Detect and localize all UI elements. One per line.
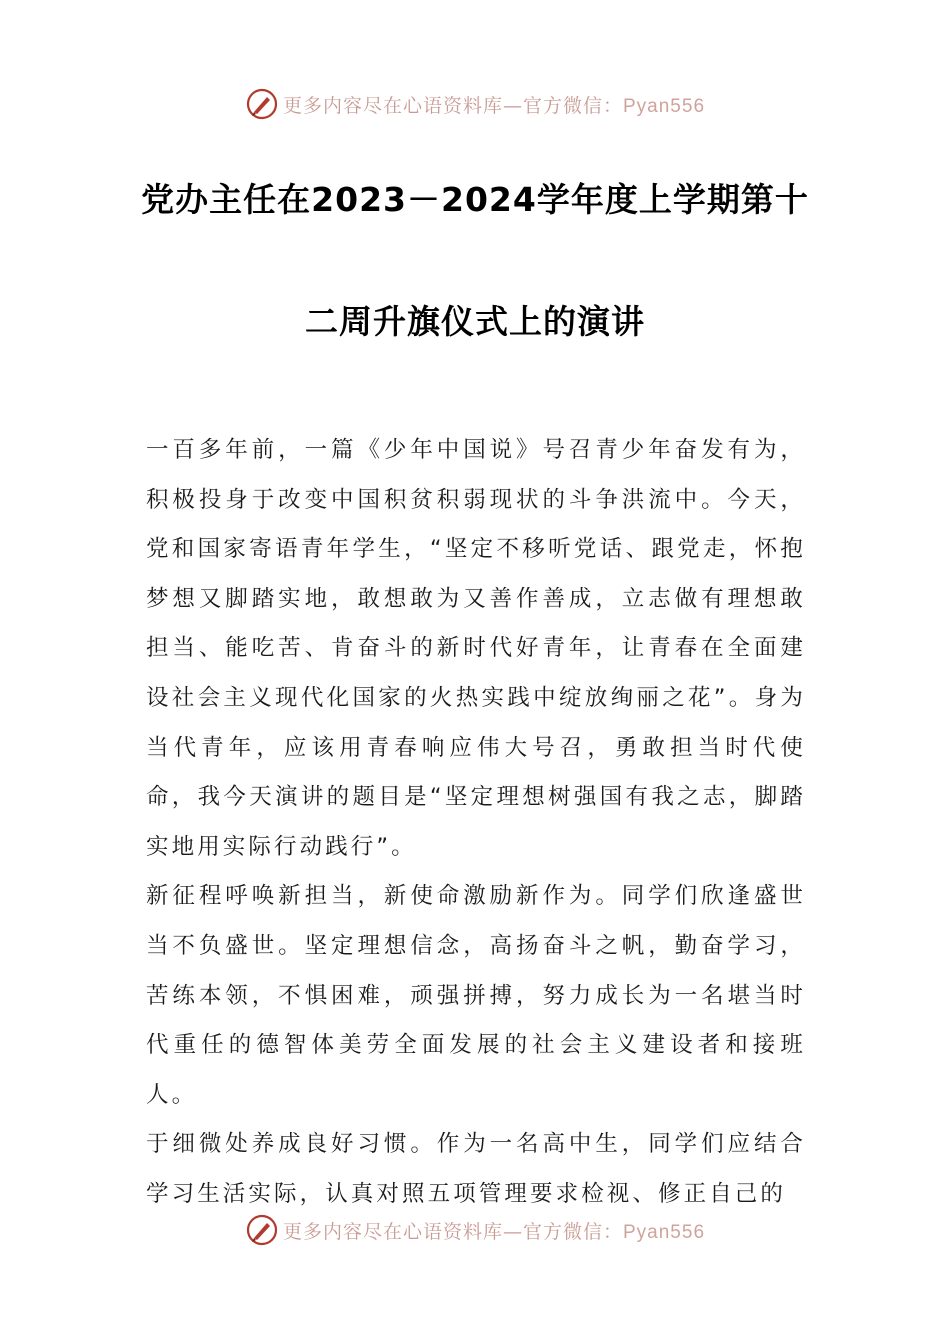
watermark-text <box>283 1217 705 1244</box>
watermark-header <box>0 82 950 126</box>
pen-logo-icon <box>245 87 279 121</box>
watermark-wechat-id: Pyan556 <box>623 95 706 117</box>
watermark-site: 更多内容尽在心语资料库 <box>282 94 503 117</box>
watermark-text <box>283 91 705 118</box>
watermark-separator: — <box>502 1220 523 1243</box>
watermark-wechat-label: 官方微信： <box>522 94 623 117</box>
document-title-line2: 二周升旗仪式上的演讲 <box>305 302 645 341</box>
paragraph-1: 一百多年前，一篇《少年中国说》号召青少年奋发有为，积极投身于改变中国积贫积弱现状的斗争洪流中。今天，党和国家寄语青年学生，“坚定不移听党话、跟党走，怀抱梦想又脚踏实地，敢想敢为又善作善成，立志做有理想敢担当、能吃苦、肯奋斗的新时代好青年，让青春在全面建设社会主义现代化国家的火热实践中绽放绚丽之花”。身为当代青年，应该用青春响应伟大号召，勇敢担当时代使命，我今天演讲的题目是“坚定理想树强国有我之志，脚踏实地用实际行动践行”。 <box>146 437 806 860</box>
watermark-separator: — <box>502 94 523 117</box>
watermark-site: 更多内容尽在心语资料库 <box>282 1220 503 1243</box>
document-title-line1: 党办主任在2023－2024学年度上学期第十 <box>141 180 809 219</box>
pen-logo-icon <box>245 1213 279 1247</box>
watermark-wechat-id: Pyan556 <box>623 1221 706 1243</box>
watermark-wechat-label: 官方微信： <box>522 1220 623 1243</box>
paragraph-2: 新征程呼唤新担当，新使命激励新作为。同学们欣逢盛世当不负盛世。坚定理想信念，高扬奋斗之帆，勤奋学习，苦练本领，不惧困难，顽强拼搏，努力成长为一名堪当时代重任的德智体美劳全面发展的社会主义建设者和接班人。 <box>146 883 806 1108</box>
watermark-footer <box>0 1208 950 1252</box>
paragraph-3: 于细微处养成良好习惯。作为一名高中生，同学们应结合学习生活实际，认真对照五项管理要求检视、修正自己的 <box>146 1131 806 1207</box>
document-body <box>146 426 806 1220</box>
